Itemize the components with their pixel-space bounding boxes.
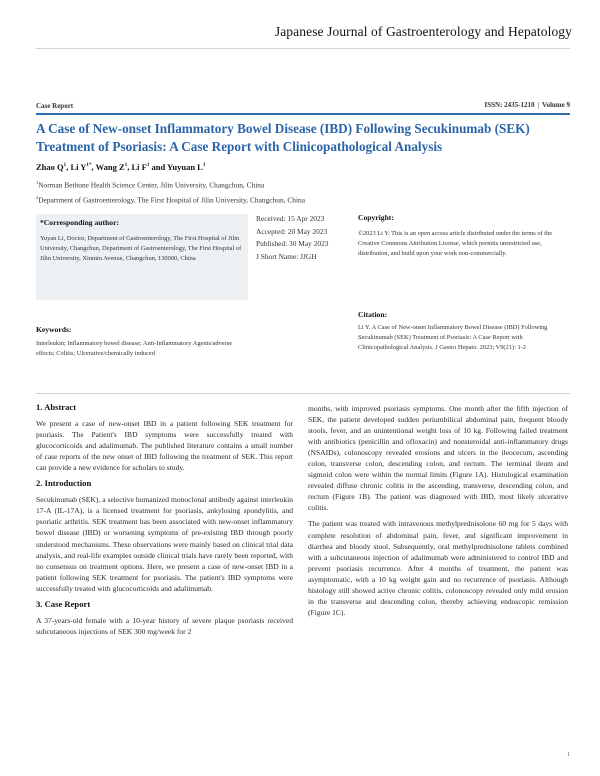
corresponding-author-heading: *Corresponding author: xyxy=(40,218,119,227)
case-paragraph-1: months, with improved psoriasis symptoms. One month after the fifth injection of SEK, the patient developed sudden periumbilical abdominal pain, frequent bloody stools, fever, and an unintentional weight loss of 10 kg. Following failed treatment with antibiotics (penicillin and ofloxacin) and nonsteroidal anti-inflammatory drugs (NSAIDs), colonoscopy revealed erosions and ulcers in the ileocecum, ascending colon, transverse colon, descending colon, and rectum. The terminal ileum and sigmoid colon were within the normal limits (Figure 1A). Histological examination revealed diffuse chronic colitis in the ascending, transverse, descending colon, and rectum (Figure 1B). The patient was diagnosed with IBD, most likely ulcerative colitis. xyxy=(308,404,568,513)
published-date: Published: 30 May 2023 xyxy=(256,239,329,248)
keywords-heading: Keywords: xyxy=(36,325,72,334)
right-column xyxy=(308,403,568,623)
article-type: Case Report xyxy=(36,102,74,110)
case-report-text: A 37-years-old female with a 10-year history of severe plaque psoriasis received subcutaneous injections of SEK 300 mg/week for 2 xyxy=(36,615,293,636)
abstract-heading: 1. Abstract xyxy=(36,402,77,412)
title-divider xyxy=(36,113,570,115)
body-divider xyxy=(36,393,570,394)
issn-separator: | xyxy=(537,101,540,109)
corresponding-author-text: Yuyan Li, Doctor, Department of Gastroenterology, The First Hospital of Jilin University, Changchun, Department of Gastroenterology, The First Hospital of Jilin University, Xinmin Avenue, Changchun, 130000, China xyxy=(40,235,242,262)
header-divider xyxy=(36,48,570,49)
affiliation-2-text: Department of Gastroenterology, The First Hospital of Jilin University, Changchun, China xyxy=(38,195,305,205)
author-list: Zhao $Q^1$, Li $Y^{1*}$, Wang $Z^1$, Li $F^1$ and Yuyuan $L^1$ xyxy=(36,162,206,172)
issn: ISSN: 2435-1210 xyxy=(484,101,535,109)
citation-text: Li Y. A Case of New-onset Inflammatory Bowel Disease (IBD) Following Secukinumab (SEK) Treatment of Psoriasis: A Case Report with Clinicopathological Analysis. J Gastro Hepato. 2023; V9(21): 1-2 xyxy=(358,324,548,351)
affiliation-1-text: Norman Bethune Health Science Center, Jilin University, Changchun, China xyxy=(38,180,265,190)
copyright-text: ©2023 Li Y. This is an open access article distributed under the terms of the Creative Commons Attribution License, which permits unrestricted use, distribution, and build upon your work non-commercially. xyxy=(358,230,553,257)
affiliation-2: $^2$Department of Gastroenterology, The First Hospital of Jilin University, Changchun, China xyxy=(36,195,305,205)
affiliation-1: $^1$Norman Bethune Health Science Center, Jilin University, Changchun, China xyxy=(36,180,265,190)
introduction-text: Secukinumab (SEK), a selective humanized monoclonal antibody against interleukin 17-A (IL-17A), is a licensed treatment for psoriasis, ankylosing spondylitis, and psoriatic arthritis. SEK treatment has been associated with new-onset inflammatory bowel disease (IBD) or worsening symptoms of pre-existing IBD through poorly understood mechanisms. These observations were mainly based on clinical trial data analysis, and real-life examples outside clinical trials have rarely been reported, with no consensus on treatment options. Here, we present a case of new-onset IBD in a patient following SEK treatment for psoriasis. The patient's IBD symptoms were successfully treated with glucocorticoids and adalimumab. xyxy=(36,495,293,593)
page-number: 1 xyxy=(567,752,570,758)
case-paragraph-2: The patient was treated with intravenous methylprednisolone 60 mg for 5 days with complete resolution of abdominal pain, fever, and significant improvement in diarrhea and bloody stool. Subsequently, oral methylprednisolone tablets combined with a subcutaneous injection of adalimumab were administered to control IBD and prevent psoriasis recurrence. After 4 months of treatment, the patient was asymptomatic, with a 10 kg weight gain and no recurrence of psoriasis. Although histology still showed active chronic colitis, colonoscopy revealed only mild erosion in the transverse and descending colon, thereby achieving endoscopic remission (Figure 1C). xyxy=(308,519,568,617)
issn-volume xyxy=(485,101,570,109)
article-title: A Case of New-onset Inflammatory Bowel Disease (IBD) Following Secukinumab (SEK) Treatment of Psoriasis: A Case Report with Clinicopathological Analysis xyxy=(36,121,530,154)
abstract-text: We present a case of new-onset IBD in a patient following SEK treatment for psoriasis. The Patient's IBD symptoms were successfully treated with glucocorticoids and adalimumab. The published literature contains a small number of case reports of the new onset of IBD following the treatment of SEK. This report can provide a new evidence for scholars to study. xyxy=(36,419,293,473)
received-date: Received: 15 Apr 2023 xyxy=(256,214,325,223)
case-report-heading: 3. Case Report xyxy=(36,598,91,609)
journal-name: Japanese Journal of Gastroenterology and Hepatology xyxy=(274,24,572,39)
left-column xyxy=(36,402,293,642)
keywords-text: Interleukin; Inflammatory bowel disease; Anti-Inflammatory Agents/adverse effects; Colitis; Ulcerative/chemically induced xyxy=(36,340,233,357)
journal-short-name: J Short Name: JJGH xyxy=(256,251,317,261)
citation-heading: Citation: xyxy=(358,310,388,319)
accepted-date: Accepted: 20 May 2023 xyxy=(256,226,328,236)
introduction-heading: 2. Introduction xyxy=(36,478,92,489)
volume: Volume 9 xyxy=(542,101,570,109)
dates-block xyxy=(256,213,328,263)
copyright-heading: Copyright: xyxy=(358,213,394,222)
